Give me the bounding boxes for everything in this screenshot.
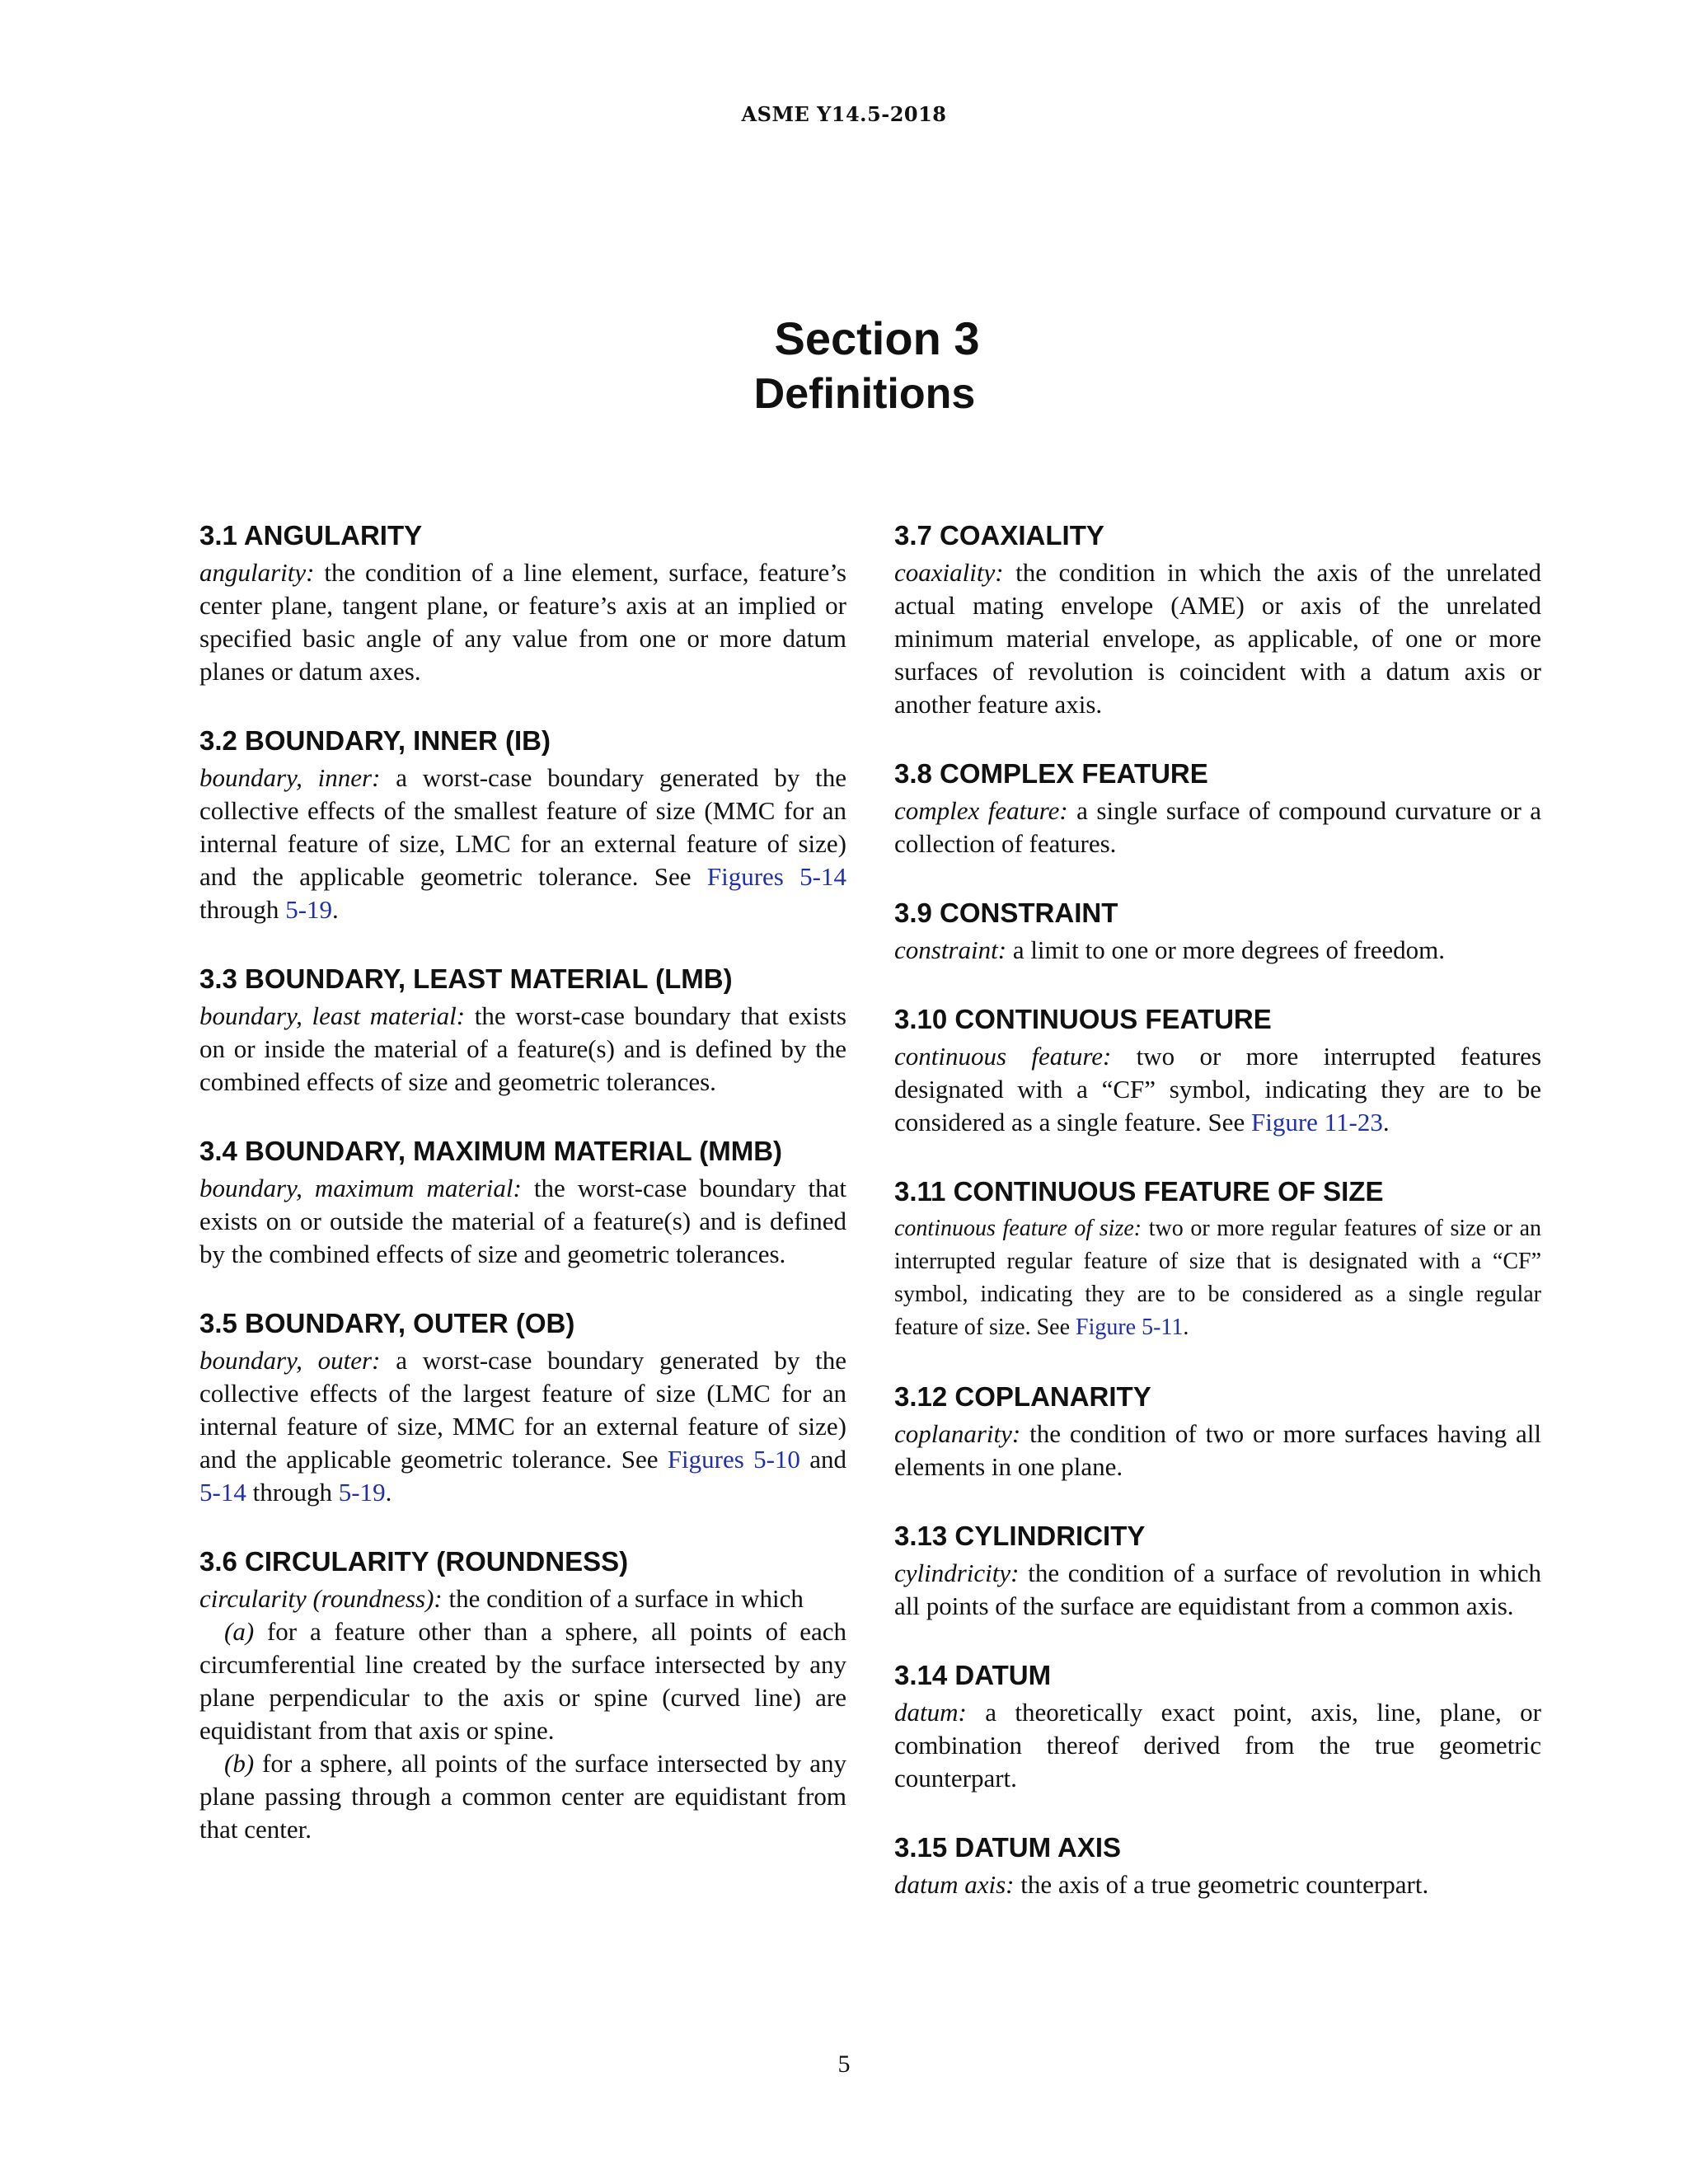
definition-entry <box>894 753 1541 860</box>
definition-term: datum axis: <box>894 1870 1015 1899</box>
definition-heading: 3.14 DATUM <box>894 1660 1052 1690</box>
definition-term: constraint: <box>894 935 1007 964</box>
definition-text: complex feature: a single surface of compound curvature or a collection of features. <box>894 796 1541 858</box>
definition-term: complex feature: <box>894 796 1068 825</box>
definition-heading: 3.8 COMPLEX FEATURE <box>894 758 1208 789</box>
definition-term: coplanarity: <box>894 1419 1021 1448</box>
definition-term: boundary, least material: <box>199 1001 466 1030</box>
definition-text: datum: a theoretically exact point, axis, line, plane, or combination thereof derived from the true geometric counterpart. <box>894 1698 1541 1793</box>
page-number: 5 <box>837 2050 851 2078</box>
definition-term: cylindricity: <box>894 1558 1020 1587</box>
definition-entry <box>894 893 1541 967</box>
definition-heading: 3.5 BOUNDARY, OUTER (OB) <box>199 1308 575 1338</box>
definition-heading: 3.3 BOUNDARY, LEAST MATERIAL (LMB) <box>199 963 733 994</box>
definition-entry <box>199 1541 846 1846</box>
definition-entry <box>199 720 846 926</box>
definition-entry <box>199 1303 846 1509</box>
definition-entry <box>894 1827 1541 1901</box>
left-column <box>199 515 846 1878</box>
definition-heading: 3.9 CONSTRAINT <box>894 898 1118 928</box>
definition-heading: 3.10 CONTINUOUS FEATURE <box>894 1004 1272 1034</box>
definition-entry <box>199 515 846 688</box>
definition-text: angularity: the condition of a line element, surface, feature’s center plane, tangent plane, or feature’s axis at an implied or specified basic angle of any value from one or more datum planes or datum axes. <box>199 558 846 686</box>
definition-entry <box>894 999 1541 1139</box>
definition-entry <box>894 1516 1541 1623</box>
definition-heading: 3.2 BOUNDARY, INNER (IB) <box>199 725 551 756</box>
definition-text: boundary, outer: a worst-case boundary generated by the collective effects of the largest feature of size (LMC for an internal feature of size, MMC for an external feature of size) and the applicable geometric tolerance. See Figures 5-10 and 5-14 through 5-19. <box>199 1346 846 1507</box>
definition-heading: 3.1 ANGULARITY <box>199 520 423 551</box>
definition-heading: 3.4 BOUNDARY, MAXIMUM MATERIAL (MMB) <box>199 1136 783 1166</box>
definition-term: continuous feature: <box>894 1042 1112 1071</box>
definition-text: boundary, least material: the worst-case boundary that exists on or inside the material of a feature(s) and is defined by the combined effects of size and geometric tolerances. <box>199 1001 846 1096</box>
definition-text: boundary, maximum material: the worst-case boundary that exists on or outside the material of a feature(s) and is defined by the combined effects of size and geometric tolerances. <box>199 1174 846 1268</box>
definition-text: datum axis: the axis of a true geometric counterpart. <box>894 1870 1429 1899</box>
definition-term: boundary, outer: <box>199 1346 381 1375</box>
definition-term: boundary, maximum material: <box>199 1174 522 1202</box>
definition-heading: 3.6 CIRCULARITY (ROUNDNESS) <box>199 1546 629 1577</box>
section-number: Section 3 <box>774 312 980 364</box>
definition-entry <box>199 1131 846 1271</box>
definition-subitem-a: (a) for a feature other than a sphere, all points of each circumferential line created by the surface intersected by any plane perpendicular to the axis or spine (curved line) are equidistant from that axis or spine. <box>199 1617 846 1745</box>
definition-text: coaxiality: the condition in which the axis of the unrelated actual mating envelope (AME) or axis of the unrelated minimum material envelope, as applicable, of one or more surfaces of revolution is coincident with a datum axis or another feature axis. <box>894 558 1541 719</box>
definition-term: angularity: <box>199 558 315 587</box>
definition-entry <box>199 958 846 1099</box>
definition-text: boundary, inner: a worst-case boundary generated by the collective effects of the smallest feature of size (MMC for an internal feature of size, LMC for an external feature of size) and the applicable geometric tolerance. See Figures 5-14 through 5-19. <box>199 763 847 924</box>
right-column <box>894 515 1541 1933</box>
figure-link[interactable]: Figure 5-11 <box>1076 1315 1184 1340</box>
definition-entry <box>894 1171 1541 1344</box>
definition-entry <box>894 1376 1541 1483</box>
definition-text: circularity (roundness): the condition of a surface in which <box>199 1584 804 1613</box>
section-title: Definitions <box>753 370 976 418</box>
figure-link[interactable]: Figures 5-10 <box>667 1445 800 1474</box>
running-header: ASME Y14.5-2018 <box>741 102 947 126</box>
definition-heading: 3.13 CYLINDRICITY <box>894 1521 1146 1551</box>
definition-entry <box>894 1655 1541 1795</box>
definition-entry <box>894 515 1541 721</box>
definition-heading: 3.12 COPLANARITY <box>894 1381 1151 1412</box>
figure-link[interactable]: 5-19 <box>285 895 333 924</box>
figure-link[interactable]: 5-14 <box>199 1478 246 1507</box>
definition-term: circularity (roundness): <box>199 1584 443 1613</box>
definition-term: coaxiality: <box>894 558 1004 587</box>
definition-text: continuous feature of size: two or more regular features of size or an interrupted regular feature of size that is designated with a “CF” symbol, indicating they are to be considered as a single regular feature of size. See Figure 5-11. <box>894 1216 1541 1340</box>
figure-link[interactable]: Figure 11-23 <box>1250 1108 1383 1137</box>
definition-subitem-b: (b) for a sphere, all points of the surface intersected by any plane passing through a common center are equidistant from that center. <box>199 1749 846 1844</box>
definition-text: coplanarity: the condition of two or more surfaces having all elements in one plane. <box>894 1419 1541 1481</box>
definition-term: boundary, inner: <box>199 763 381 792</box>
definition-text: continuous feature: two or more interrupted features designated with a “CF” symbol, indicating they are to be considered as a single feature. See Figure 11-23. <box>894 1042 1542 1137</box>
definition-heading: 3.7 COAXIALITY <box>894 520 1104 551</box>
figure-link[interactable]: Figures 5-14 <box>706 862 847 891</box>
definition-heading: 3.15 DATUM AXIS <box>894 1832 1122 1863</box>
definition-heading: 3.11 CONTINUOUS FEATURE OF SIZE <box>894 1176 1384 1207</box>
definition-term: continuous feature of size: <box>894 1216 1142 1241</box>
figure-link[interactable]: 5-19 <box>338 1478 386 1507</box>
definition-term: datum: <box>894 1698 967 1727</box>
definition-text: cylindricity: the condition of a surface of revolution in which all points of the surface are equidistant from a common axis. <box>894 1558 1541 1620</box>
definition-text: constraint: a limit to one or more degrees of freedom. <box>894 935 1446 964</box>
